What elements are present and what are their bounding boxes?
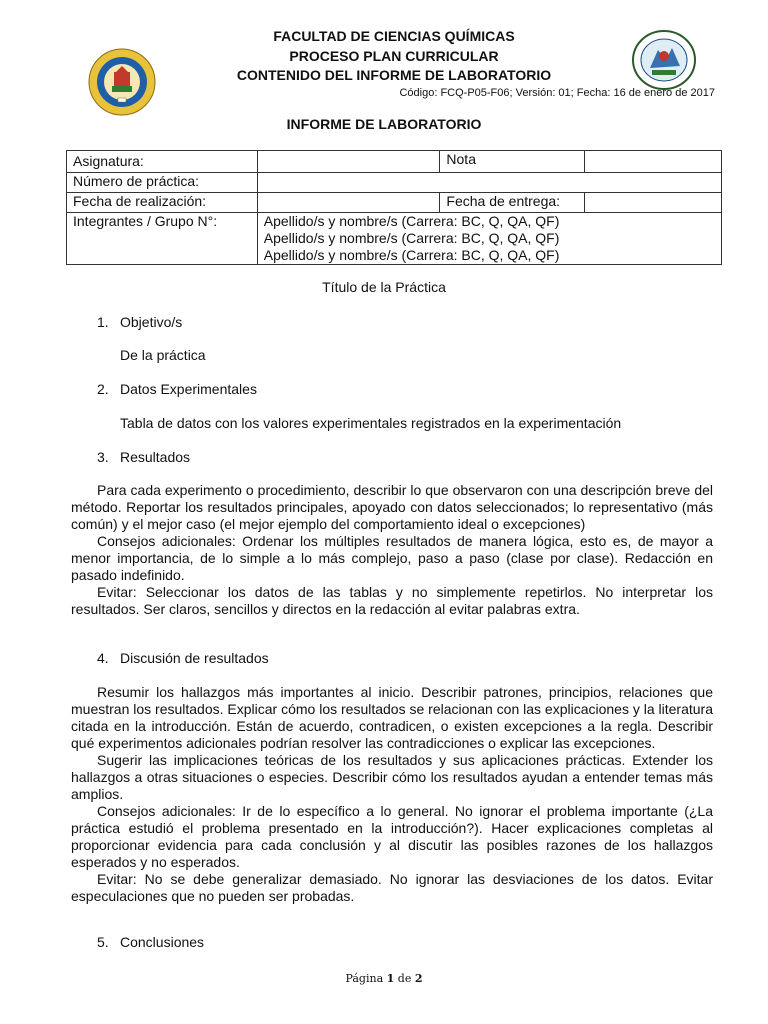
grade-field[interactable] <box>585 151 722 173</box>
paragraph: Para cada experimento o procedimiento, describir lo que observaron con una descripción breve del método. Reportar los resultados principales, apoyado con datos seleccionados; lo representativo (más común) y el mejor caso (el mejor ejemplo del comportamiento ideal o excepciones) <box>71 482 713 532</box>
subject-field[interactable] <box>257 151 440 173</box>
document-title: INFORME DE LABORATORIO <box>286 116 482 132</box>
section-experimental-data: 2. Datos Experimentales <box>97 381 257 397</box>
realization-date-field[interactable] <box>257 193 440 213</box>
paragraph: Evitar: Seleccionar los datos de las tablas y no simplemente repetirlos. No interpretar los resultados. Ser claros, sencillos y directos en la redacción al evitar palabras extra. <box>71 584 713 617</box>
realization-date-label: Fecha de realización: <box>67 193 258 213</box>
results-body <box>71 482 713 618</box>
table-row <box>67 173 722 193</box>
discussion-body <box>71 684 713 905</box>
section-title: Datos Experimentales <box>120 381 257 397</box>
member-entry: Apellido/s y nombre/s (Carrera: BC, Q, QA, QF) <box>263 247 560 263</box>
paragraph: Sugerir las implicaciones teóricas de los resultados y sus aplicaciones prácticas. Extender los hallazgos a otras situaciones o especies. Describir cómo los resultados ayudan a entender temas más amplios. <box>71 752 713 802</box>
page-number: 1 <box>386 972 395 985</box>
section-discussion: 4. Discusión de resultados <box>97 650 269 666</box>
paragraph: Resumir los hallazgos más importantes al inicio. Describir patrones, principios, relaciones que muestran los resultados. Explicar cómo los resultados se relacionan con las explicaciones y la literatura citada en la introducción. Están de acuerdo, contradicen, o existen excepciones a la regla. Describir qué experimentos adicionales podrían resolver las contradicciones o explicar las excepciones. <box>71 684 713 751</box>
page-footer: Página 1 de 2 <box>345 972 423 985</box>
report-info-table <box>66 150 722 265</box>
practice-title: Título de la Práctica <box>322 279 446 295</box>
paragraph: Consejos adicionales: Ir de lo específico a lo general. No ignorar el problema importante (¿La práctica estudió el problema presentado en la introducción?). Hacer explicaciones completas al proporcionar evidencia para cada conclusión y al discutir las posibles razones de los hallazgos esperados y no esperados. <box>71 803 713 870</box>
section-title: Objetivo/s <box>120 314 183 330</box>
experimental-data-text: Tabla de datos con los valores experimentales registrados en la experimentación <box>120 415 622 431</box>
members-label: Integrantes / Grupo N°: <box>67 213 258 265</box>
document-code: Código: FCQ-P05-F06; Versión: 01; Fecha: 16 de enero de 2017 <box>399 87 715 99</box>
practice-number-label: Número de práctica: <box>67 173 258 193</box>
paragraph: Consejos adicionales: Ordenar los múltiples resultados de manera lógica, esto es, de mayor a menor importancia, de lo simple a lo más complejo, paso a paso (clase por clase). Redacción en pasado indefinido. <box>71 533 713 583</box>
section-title: Conclusiones <box>120 934 205 950</box>
section-objectives: 1. Objetivo/s <box>97 314 183 330</box>
section-title: Discusión de resultados <box>120 650 269 666</box>
delivery-date-field[interactable] <box>585 193 722 213</box>
process-heading: PROCESO PLAN CURRICULAR <box>289 48 499 64</box>
table-row <box>67 213 722 265</box>
delivery-date-label: Fecha de entrega: <box>440 193 585 213</box>
content-heading: CONTENIDO DEL INFORME DE LABORATORIO <box>236 67 552 83</box>
subject-label: Asignatura: <box>67 151 258 173</box>
member-entry: Apellido/s y nombre/s (Carrera: BC, Q, QA, QF) <box>263 213 560 229</box>
table-row <box>67 193 722 213</box>
grade-label: Nota <box>440 151 585 173</box>
paragraph: Evitar: No se debe generalizar demasiado. No ignorar las desviaciones de los datos. Evitar especulaciones que no pueden ser probadas. <box>71 871 713 904</box>
section-title: Resultados <box>120 449 191 465</box>
faculty-heading: FACULTAD DE CIENCIAS QUÍMICAS <box>273 28 515 44</box>
section-conclusions: 5. Conclusiones <box>97 934 205 950</box>
practice-number-field[interactable] <box>257 173 721 193</box>
table-row <box>67 151 722 173</box>
section-results: 3. Resultados <box>97 449 191 465</box>
members-field[interactable] <box>257 213 721 265</box>
objectives-text: De la práctica <box>120 347 206 363</box>
page-total: 2 <box>414 972 423 985</box>
member-entry: Apellido/s y nombre/s (Carrera: BC, Q, QA, QF) <box>263 230 560 246</box>
